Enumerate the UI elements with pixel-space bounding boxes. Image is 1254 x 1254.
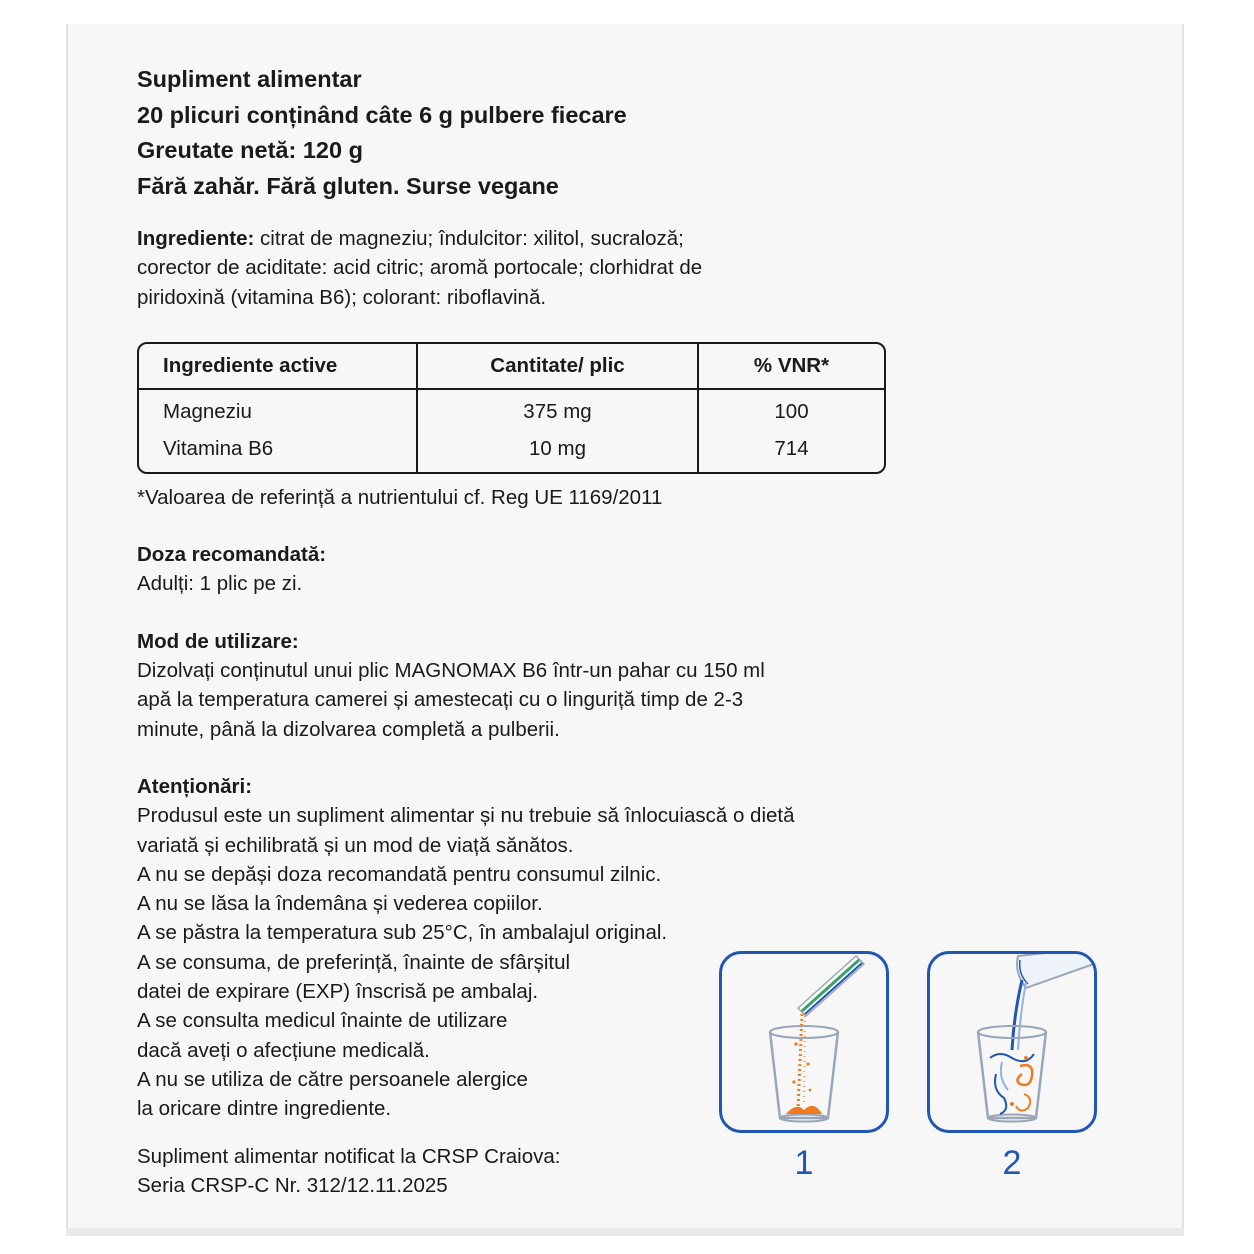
ingredients-label: Ingrediente: — [137, 227, 255, 250]
usage-line: minute, până la dizolvarea completă a pulberii. — [137, 717, 560, 741]
table-footnote: *Valoarea de referință a nutrientului cf. Reg UE 1169/2011 — [137, 485, 663, 509]
table-row — [139, 390, 884, 431]
table-cell: 714 — [697, 431, 884, 472]
warning-line: dacă aveți o afecțiune medicală. — [137, 1038, 430, 1062]
warning-line: datei de expirare (EXP) înscrisă pe ambalaj. — [137, 980, 539, 1004]
step-1-illustration — [719, 951, 889, 1133]
warning-line: la oricare dintre ingrediente. — [137, 1097, 392, 1121]
column-header: % VNR* — [697, 344, 884, 390]
table-row — [139, 431, 884, 472]
warning-line: Produsul este un supliment alimentar și nu trebuie să înlocuiască o dietă — [137, 804, 795, 828]
column-header: Cantitate/ plic — [416, 344, 697, 390]
header-line: Fără zahăr. Fără gluten. Surse vegane — [137, 172, 559, 199]
column-header: Ingrediente active — [139, 344, 416, 390]
ingredients-section — [137, 224, 897, 312]
ingredients-text: citrat de magneziu; îndulcitor: xilitol, sucraloză; — [254, 227, 684, 250]
table-header-row — [139, 344, 884, 390]
dose-section — [137, 540, 897, 599]
step-number: 2 — [1002, 1144, 1022, 1182]
header-line: Supliment alimentar — [137, 66, 362, 92]
usage-section — [137, 627, 897, 744]
pour-powder-into-glass-icon — [722, 954, 886, 1130]
warning-line: A se păstra la temperatura sub 25°C, în ambalajul original. — [137, 921, 668, 945]
sachet-icon — [798, 956, 864, 1016]
usage-line: Dizolvați conținutul unui plic MAGNOMAX B6 într-un pahar cu 150 ml — [137, 659, 765, 683]
pour-water-into-glass-icon — [930, 954, 1094, 1130]
jug-icon — [1017, 954, 1094, 988]
header-line: Greutate netă: 120 g — [137, 137, 363, 163]
table-cell: 100 — [697, 390, 884, 431]
ingredients-line: piridoxină (vitamina B6); colorant: riboflavină. — [137, 285, 547, 309]
powder-stream-icon — [792, 1014, 811, 1108]
table-cell: Magneziu — [163, 400, 252, 424]
notification-line: Supliment alimentar notificat la CRSP Craiova: — [137, 1144, 561, 1168]
section-title: Atenționări: — [137, 774, 253, 798]
header-line: 20 plicuri conținând câte 6 g pulbere fiecare — [137, 101, 627, 128]
active-ingredients-table — [137, 342, 886, 474]
glass-icon — [770, 1026, 838, 1122]
table-cell: 10 mg — [416, 431, 697, 472]
warning-line: A se consulta medicul înainte de utilizare — [137, 1009, 508, 1033]
table-cell: Vitamina B6 — [163, 437, 274, 461]
step-number: 1 — [794, 1144, 814, 1182]
table-cell: 375 mg — [416, 390, 697, 431]
section-title: Mod de utilizare: — [137, 629, 299, 653]
package-fold-edge — [66, 1228, 1184, 1236]
product-header — [137, 62, 897, 204]
warning-line: A nu se lăsa la îndemâna și vederea copiilor. — [137, 892, 543, 916]
dose-line: Adulți: 1 plic pe zi. — [137, 572, 303, 596]
section-title: Doza recomandată: — [137, 543, 327, 567]
warning-line: variată și echilibrată și un mod de viață sănătos. — [137, 833, 574, 857]
warning-line: A se consuma, de preferință, înainte de sfârșitul — [137, 950, 571, 974]
ingredients-line — [137, 224, 897, 253]
usage-line: apă la temperatura camerei și amestecați cu o linguriță timp de 2-3 — [137, 688, 744, 712]
notification-line: Seria CRSP-C Nr. 312/12.11.2025 — [137, 1173, 448, 1197]
warning-line: A nu se utiliza de către persoanele alergice — [137, 1067, 528, 1091]
step-2-illustration — [927, 951, 1097, 1133]
ingredients-line: corector de aciditate: acid citric; aromă portocale; clorhidrat de — [137, 256, 703, 280]
warning-line: A nu se depăși doza recomandată pentru consumul zilnic. — [137, 862, 662, 886]
